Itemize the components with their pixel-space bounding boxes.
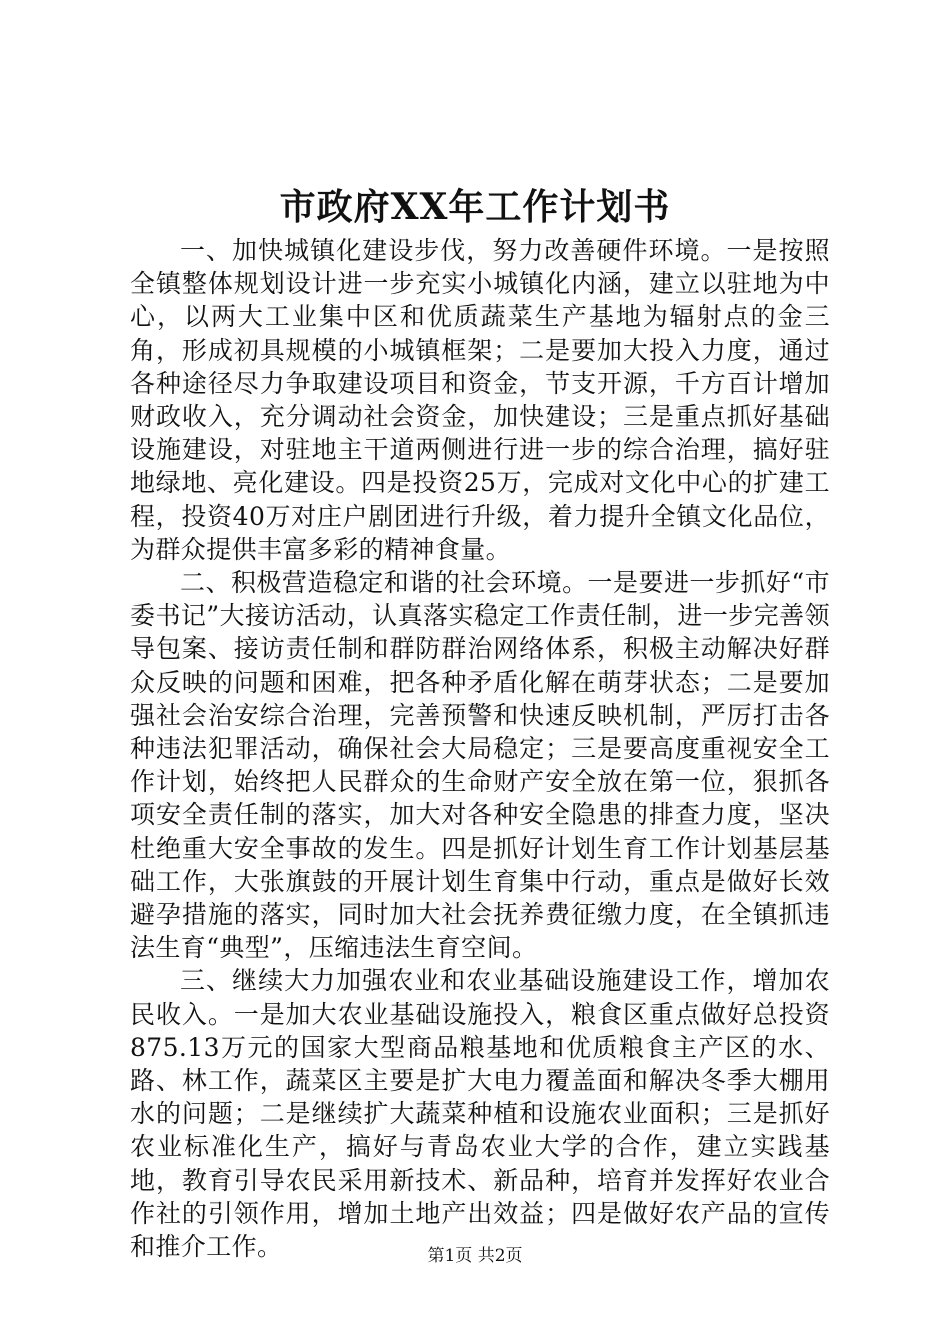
paragraph-3: 三、继续大力加强农业和农业基础设施建设工作，增加农民收入。一是加大农业基础设施投入，粮食区重点做好总投资875.13万元的国家大型商品粮基地和优质粮食主产区的水、路、林工作，蔬菜区主要是扩大电力覆盖面和解决冬季大棚用水的问题；二是继续扩大蔬菜种植和设施农业面积；三是抓好农业标准化生产，搞好与青岛农业大学的合作，建立实践基地，教育引导农民采用新技术、新品种，培育并发挥好农业合作社的引领作用，增加土地产出效益；四是做好农产品的宣传和推介工作。 (130, 966, 830, 1262)
paragraph-2: 二、积极营造稳定和谐的社会环境。一是要进一步抓好“市委书记”大接访活动，认真落实稳定工作责任制，进一步完善领导包案、接访责任制和群防群治网络体系，积极主动解决好群众反映的问题和困难，把各种矛盾化解在萌芽状态；二是要加强社会治安综合治理，完善预警和快速反映机制，严厉打击各种违法犯罪活动，确保社会大局稳定；三是要高度重视安全工作计划，始终把人民群众的生命财产安全放在第一位，狠抓各项安全责任制的落实，加大对各种安全隐患的排查力度，坚决杜绝重大安全事故的发生。四是抓好计划生育工作计划基层基础工作，大张旗鼓的开展计划生育集中行动，重点是做好长效避孕措施的落实，同时加大社会抚养费征缴力度，在全镇抓违法生育“典型”，压缩违法生育空间。 (130, 568, 830, 963)
document-title: 市政府XX年工作计划书 (279, 186, 671, 228)
document-body (130, 234, 830, 1263)
page-total: 共2页 (477, 1246, 523, 1266)
page-number: 第1页 (427, 1246, 473, 1266)
page-footer (0, 1243, 950, 1269)
paragraph-1: 一、加快城镇化建设步伐，努力改善硬件环境。一是按照全镇整体规划设计进一步充实小城镇化内涵，建立以驻地为中心，以两大工业集中区和优质蔬菜生产基地为辐射点的金三角，形成初具规模的小城镇框架；二是要加大投入力度，通过各种途径尽力争取建设项目和资金，节支开源，千方百计增加财政收入，充分调动社会资金，加快建设；三是重点抓好基础设施建设，对驻地主干道两侧进行进一步的综合治理，搞好驻地绿地、亮化建设。四是投资25万，完成对文化中心的扩建工程，投资40万对庄户剧团进行升级，着力提升全镇文化品位，为群众提供丰富多彩的精神食量。 (130, 236, 830, 564)
